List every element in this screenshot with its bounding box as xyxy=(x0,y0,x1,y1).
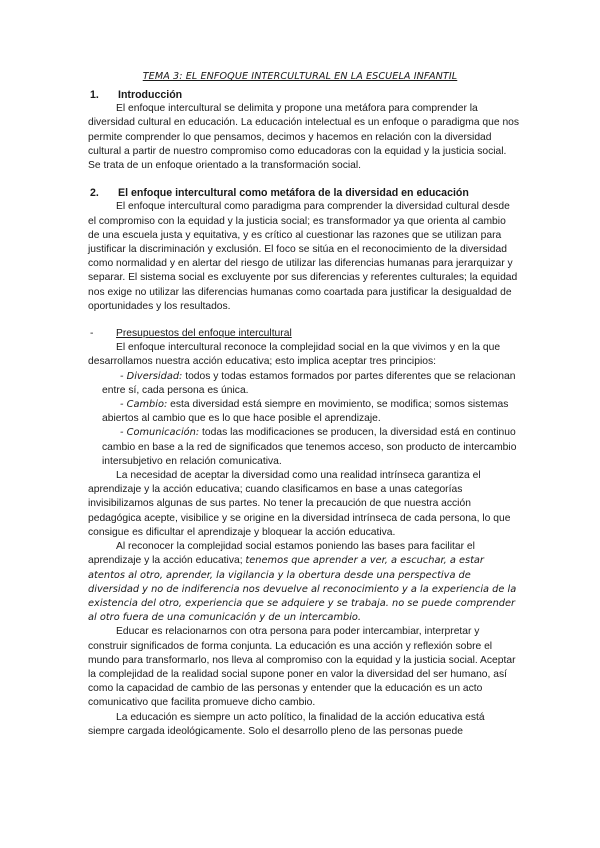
section-heading-text: Introducción xyxy=(118,89,183,101)
principle-key: - Diversidad: xyxy=(120,370,183,382)
paragraph-reconocer-plain: Al reconocer la complejidad social estamos poniendo las bases para facilitar el aprendizaje y la acción educativa; xyxy=(88,541,475,567)
document-title: TEMA 3: EL ENFOQUE INTERCULTURAL EN LA ESCUELA INFANTIL xyxy=(142,71,458,82)
spacer xyxy=(88,173,520,186)
section-heading-enfoque xyxy=(88,186,520,200)
principle-diversidad xyxy=(88,370,520,398)
principle-text: todos y todas estamos formados por partes diferentes que se relacionan entre sí, cada persona es única. xyxy=(102,370,516,396)
principle-key: - Cambio: xyxy=(120,399,168,411)
subsection-heading xyxy=(88,327,520,341)
principle-text: todas las modificaciones se producen, la diversidad está en continuo cambio en base a la red de significados que tenemos acceso, son producto de intercambio intersubjetivo en relación comunicativa. xyxy=(102,427,517,467)
spacer xyxy=(88,314,520,327)
bullet-dash: - xyxy=(90,328,94,340)
paragraph-reconocer xyxy=(88,540,520,625)
principle-text: esta diversidad está siempre en movimiento, se modifica; somos sistemas abiertos al cambio que es lo que hace posible el aprendizaje. xyxy=(102,399,509,425)
paragraph-presupuestos-intro: El enfoque intercultural reconoce la complejidad social en la que vivimos y en la que desarrollamos nuestra acción educativa; esto implica aceptar tres principios: xyxy=(88,342,501,368)
principle-cambio xyxy=(88,398,520,426)
paragraph-necesidad: La necesidad de aceptar la diversidad como una realidad intrínseca garantiza el aprendizaje y la acción educativa; cuando clasificamos en base a unas categorías invisibilizamos algunas de sus partes. No tener la precaución de que nuestra acción pedagógica acepte, visibilice y se origine en la diversidad intrínseca de cada persona, lo que consigue es dificultar el aprendizaje y bloquear la acción educativa. xyxy=(88,470,511,538)
section-number: 2. xyxy=(90,187,99,200)
subsection-label: Presupuestos del enfoque intercultural xyxy=(116,328,292,340)
document-body xyxy=(88,88,520,739)
section-heading-introduccion xyxy=(88,88,520,102)
section-heading-text: El enfoque intercultural como metáfora de la diversidad en educación xyxy=(118,187,469,200)
paragraph-introduccion: El enfoque intercultural se delimita y propone una metáfora para comprender la diversidad cultural en educación. La educación intelectual es un enfoque o paradigma que nos permite comprender lo que pensamos, decimos y hacemos en relación con la diversidad cultural a partir de nuestro compromiso como educadoras con la equidad y la justicia social. Se trata de un enfoque orientado a la transformación social. xyxy=(88,103,520,172)
principle-comunicacion xyxy=(88,426,520,469)
paragraph-politico: La educación es siempre un acto político, la finalidad de la acción educativa está siempre cargada ideológicamente. Solo el desarrollo pleno de las personas puede xyxy=(88,711,485,737)
section-number: 1. xyxy=(90,89,99,101)
paragraph-educar: Educar es relacionarnos con otra persona para poder intercambiar, interpretar y construir significados de forma conjunta. La educación es una acción y reflexión sobre el mundo para transformarlo, nos lleva al compromiso con la equidad y la justicia social. Aceptar la complejidad de la realidad social supone poner en valor la diversidad del ser humano, así como la capacidad de cambio de las personas y entender que la educación es un acto comunicativo que facilita promueve dicho cambio. xyxy=(88,626,516,709)
principle-key: - Comunicación: xyxy=(120,427,200,439)
paragraph-enfoque: El enfoque intercultural como paradigma para comprender la diversidad cultural desde el compromiso con la equidad y la justicia social; es transformador ya que orienta al cambio de una escuela justa y equitativa, y es crítico al cuestionar las razones que se utilizan para justificar la discriminación y exclusión. El foco se sitúa en el reconocimiento de la diversidad como normalidad y en alertar del riesgo de utilizar las diferencias humanas para jerarquizar y separar. El sistema social es excluyente por sus diferencias y referentes culturales; la equidad nos exige no utilizar las diferencias humanas como coartada para justificar la desigualdad de oportunidades y los resultados. xyxy=(88,201,518,312)
paragraph-reconocer-italic: tenemos que aprender a ver, a escuchar, a estar atentos al otro, aprender, la vigilancia y la obertura desde una perspectiva de diversidad y no de indiferencia nos devuelve al reconocimiento y a la experiencia de la existencia del otro, experiencia que se adquiere y se trabaja. no se puede comprender al otro fuera de una comunicación y de un intercambio. xyxy=(88,555,517,624)
